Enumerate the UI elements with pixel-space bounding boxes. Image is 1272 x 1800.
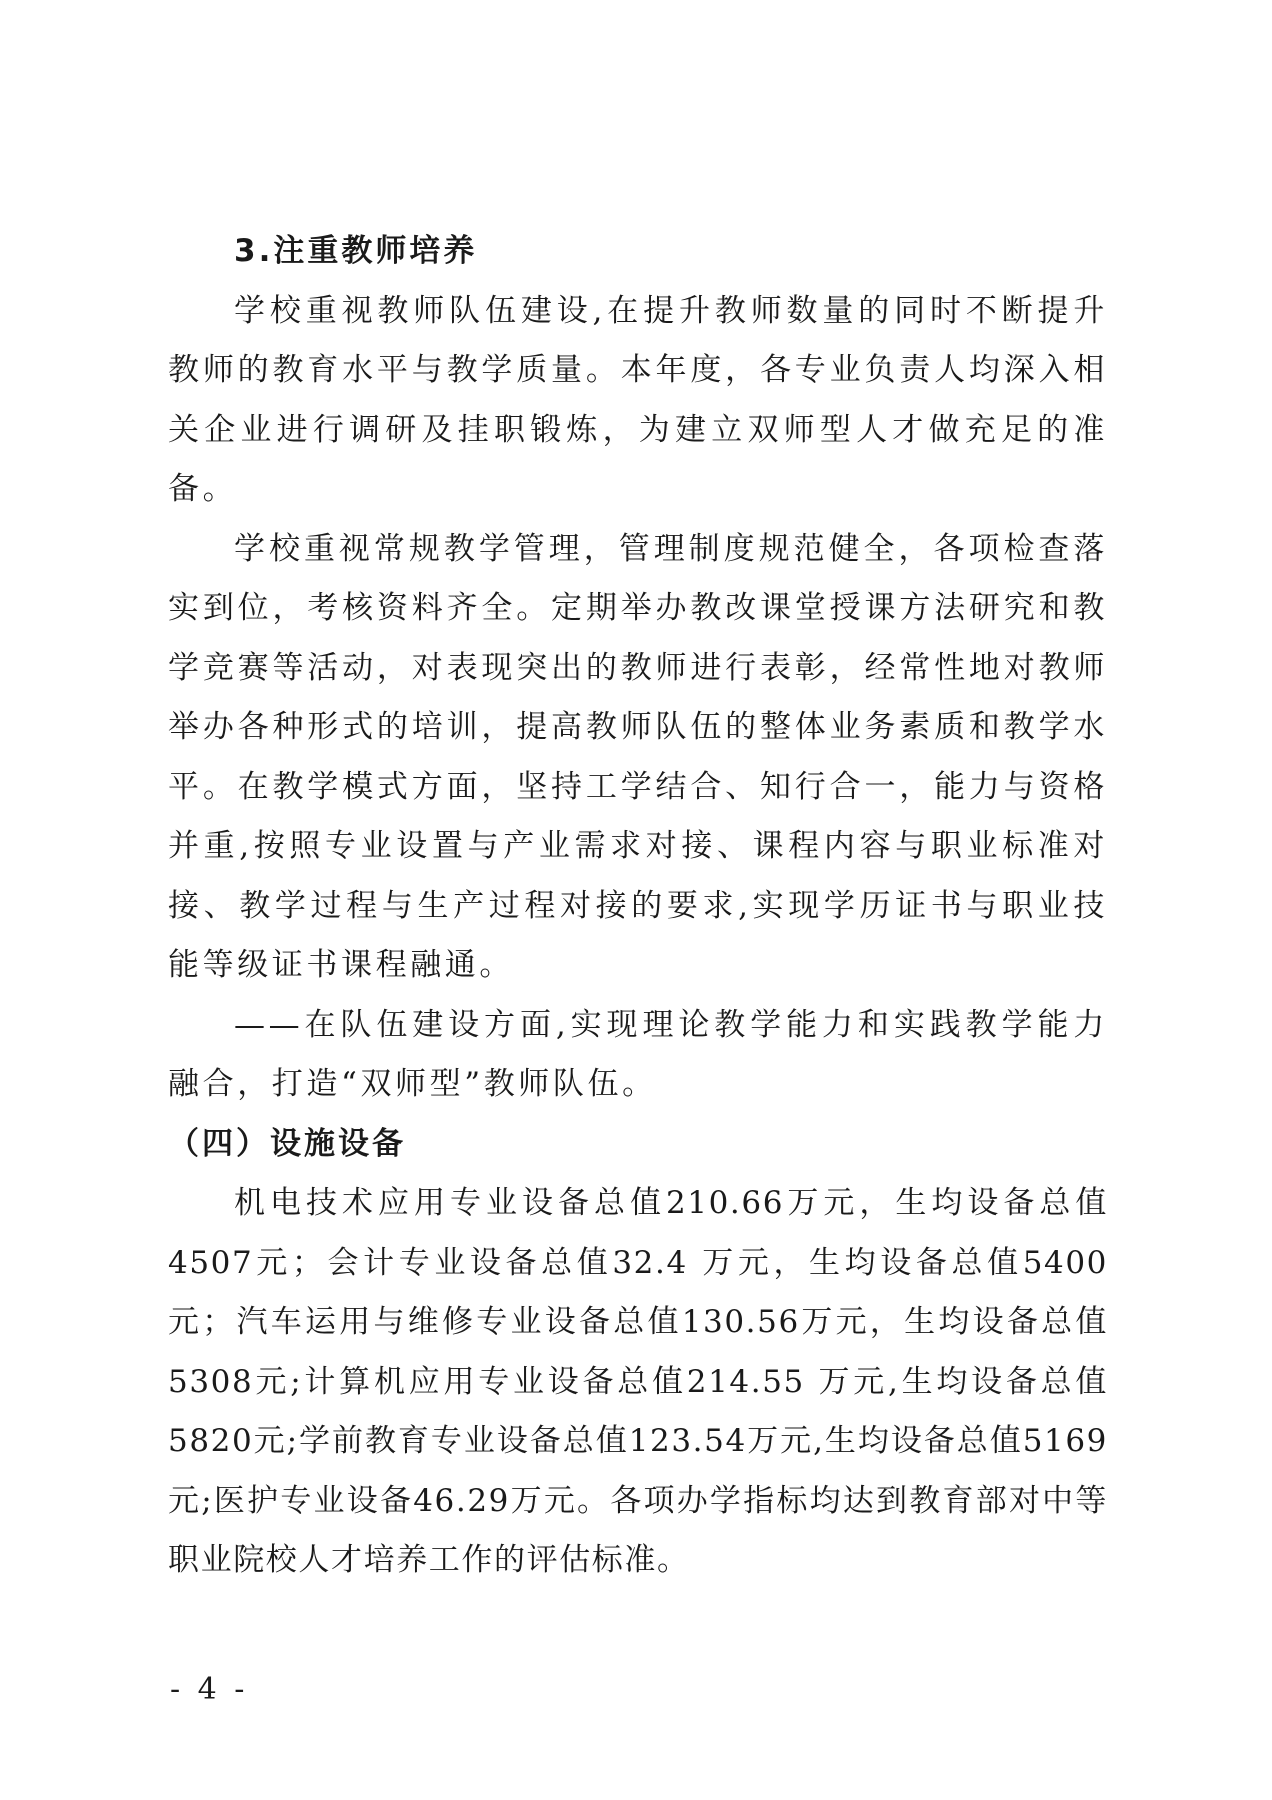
heading-facilities: （四）设施设备 — [168, 1125, 406, 1162]
paragraph-facilities: 机电技术应用专业设备总值210.66万元，生均设备总值4507元；会计专业设备总值32.4 万元，生均设备总值5400元；汽车运用与维修专业设备总值130.56万元，生均设备总值5308元;计算机应用专业设备总值214.55 万元,生均设备总值 5820元;学前教育专业设备总值123.54万元,生均设备总值5169元;医护专业设备46.29万元。各项办学指标均达到教育部对中等职业院校人才培养工作的评估标准。 — [168, 1185, 1108, 1578]
paragraph-teacher-team: 学校重视教师队伍建设,在提升教师数量的同时不断提升教师的教育水平与教学质量。本年度，各专业负责人均深入相关企业进行调研及挂职锻炼，为建立双师型人才做充足的准备。 — [168, 292, 1108, 507]
paragraph-teaching-management: 学校重视常规教学管理，管理制度规范健全，各项检查落实到位，考核资料齐全。定期举办教改课堂授课方法研究和教学竞赛等活动，对表现突出的教师进行表彰，经常性地对教师举办各种形式的培训，提高教师队伍的整体业务素质和教学水平。在教学模式方面，坚持工学结合、知行合一，能力与资格并重,按照专业设置与产业需求对接、课程内容与职业标准对接、教学过程与生产过程对接的要求,实现学历证书与职业技能等级证书课程融通。 — [168, 530, 1108, 983]
document-body — [168, 222, 1108, 1591]
paragraph-double-qualified: ——在队伍建设方面,实现理论教学能力和实践教学能力融合，打造“双师型”教师队伍。 — [168, 1006, 1108, 1102]
heading-teacher-training: 3.注重教师培养 — [234, 233, 478, 269]
page-number: - 4 - — [170, 1672, 249, 1707]
